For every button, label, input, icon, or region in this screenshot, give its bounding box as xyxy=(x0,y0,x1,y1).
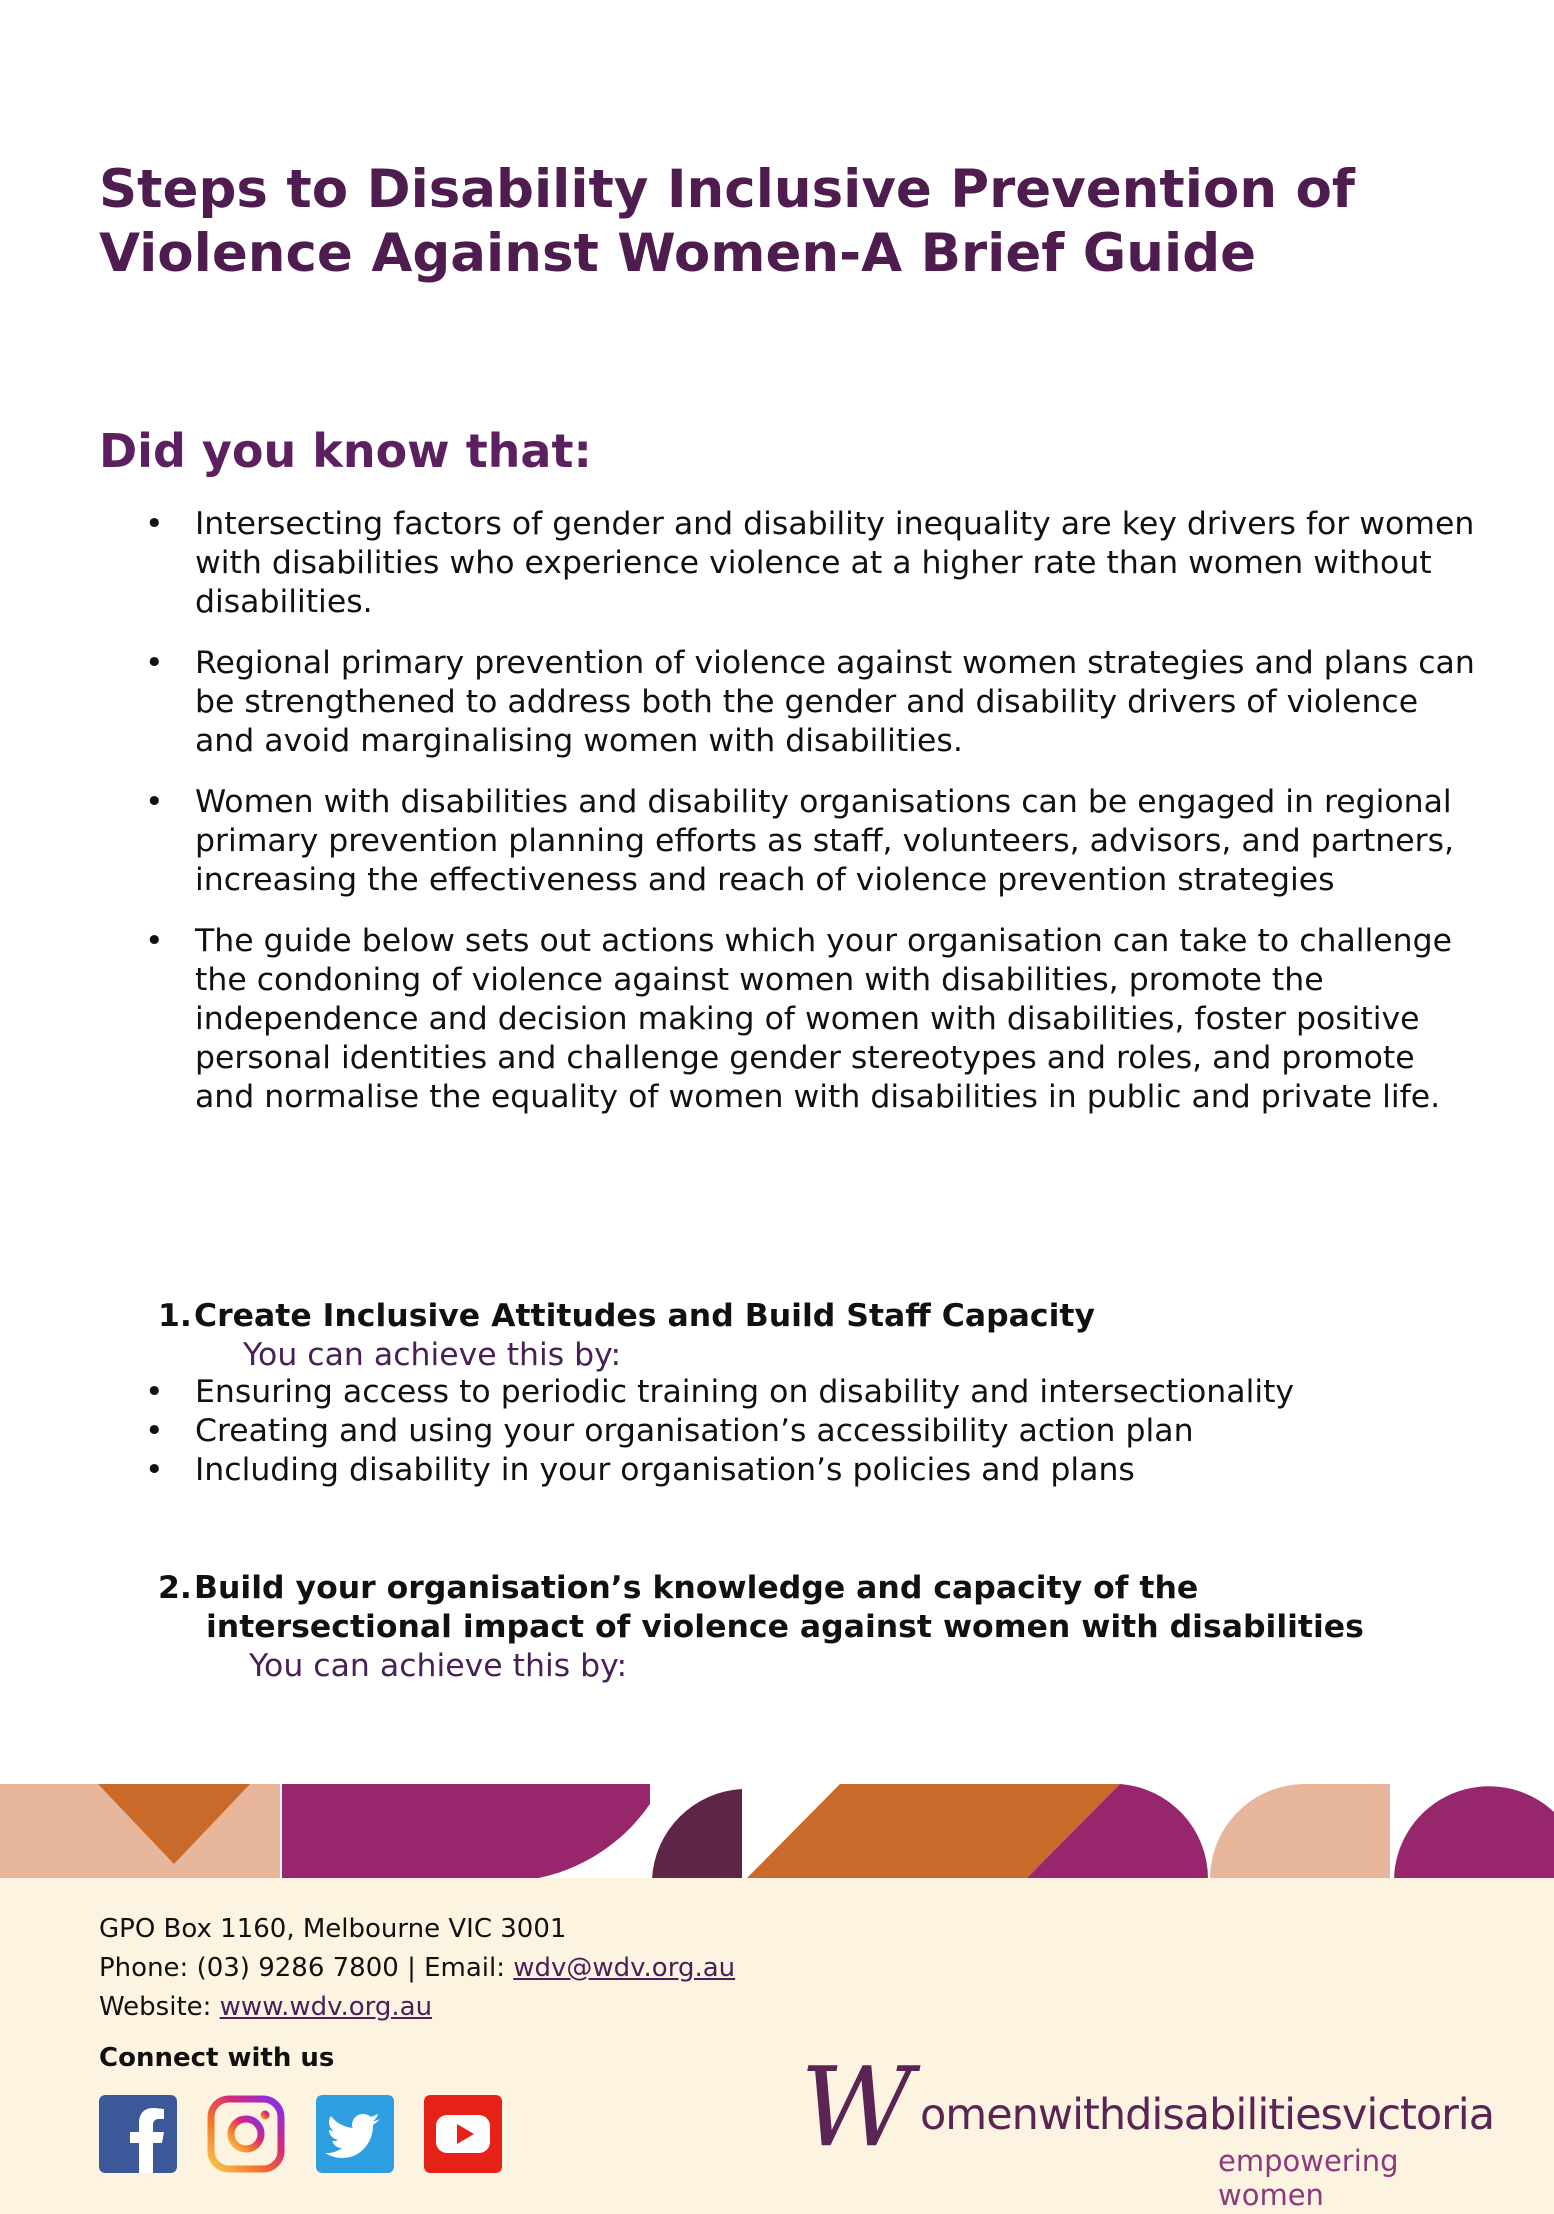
list-item: • Intersecting factors of gender and disability inequality are key drivers for women with disabilities who experience violence at a higher rate than women without disabilities. xyxy=(99,505,1479,622)
page-title-line1: Steps to Disability Inclusive Prevention of xyxy=(99,159,1355,220)
band-peach-arch xyxy=(1210,1784,1390,1879)
section-1-title: Create Inclusive Attitudes and Build Staff Capacity xyxy=(194,1298,1095,1334)
youtube-icon[interactable] xyxy=(424,2095,502,2173)
list-item: • Including disability in your organisation’s policies and plans xyxy=(99,1451,1294,1490)
phone-text: Phone: (03) 9286 7800 | Email: xyxy=(99,1953,514,1983)
email-link[interactable]: wdv@wdv.org.au xyxy=(513,1953,736,1983)
band-plum-quarter xyxy=(652,1789,742,1879)
contact-info xyxy=(99,1910,735,2027)
page-title xyxy=(99,158,1459,286)
connect-heading: Connect with us xyxy=(99,2043,335,2073)
website-prefix: Website: xyxy=(99,1992,220,2022)
band-magenta-shape xyxy=(282,1784,650,1879)
section-1-achieve: You can achieve this by: xyxy=(243,1337,622,1373)
logo-wordmark: omenwithdisabilitiesvictoria xyxy=(920,2090,1495,2140)
phone-email-line xyxy=(99,1949,735,1988)
list-item: • Women with disabilities and disability organisations can be engaged in regional primary prevention planning efforts as staff, volunteers, advisors, and partners, increasing the effectiveness and reach of violence prevention strategies xyxy=(99,783,1479,900)
facebook-icon[interactable] xyxy=(99,2095,177,2173)
section-1-heading xyxy=(158,1297,1095,1336)
did-you-know-heading: Did you know that: xyxy=(99,424,592,478)
section-1-number: 1. xyxy=(158,1298,192,1334)
band-magenta-arc xyxy=(1394,1786,1554,1879)
instagram-icon[interactable] xyxy=(207,2095,285,2173)
logo-w: W xyxy=(800,2043,914,2171)
did-you-know-list xyxy=(99,505,1479,1139)
website-line xyxy=(99,1988,735,2027)
list-item: • Ensuring access to periodic training on disability and intersectionality xyxy=(99,1373,1294,1412)
section-2-title-line1: Build your organisation’s knowledge and capacity of the xyxy=(194,1570,1199,1606)
section-2-title-line2: intersectional impact of violence against women with disabilities xyxy=(206,1609,1364,1645)
website-link[interactable]: www.wdv.org.au xyxy=(219,1992,433,2022)
list-item: • Regional primary prevention of violence against women strategies and plans can be strengthened to address both the gender and disability drivers of violence and avoid marginalising women with disabilities. xyxy=(99,644,1479,761)
list-item: • Creating and using your organisation’s accessibility action plan xyxy=(99,1412,1294,1451)
list-item: • The guide below sets out actions which your organisation can take to challenge the condoning of violence against women with disabilities, promote the independence and decision making of women with disabilities, foster positive personal identities and challenge gender stereotypes and roles, and promote and normalise the equality of women with disabilities in public and private life. xyxy=(99,922,1479,1117)
section-2-achieve: You can achieve this by: xyxy=(249,1648,628,1684)
section-2-heading xyxy=(158,1569,1364,1647)
address: GPO Box 1160, Melbourne VIC 3001 xyxy=(99,1914,567,1944)
section-1-list xyxy=(99,1373,1294,1490)
twitter-icon[interactable] xyxy=(316,2095,394,2173)
logo-tagline: empowering women xyxy=(1218,2144,1399,2212)
decorative-shape-band xyxy=(0,1784,1554,1879)
wdv-logo xyxy=(800,2043,1500,2212)
page-title-line2: Violence Against Women-A Brief Guide xyxy=(99,223,1257,284)
section-2-number: 2. xyxy=(158,1570,192,1606)
